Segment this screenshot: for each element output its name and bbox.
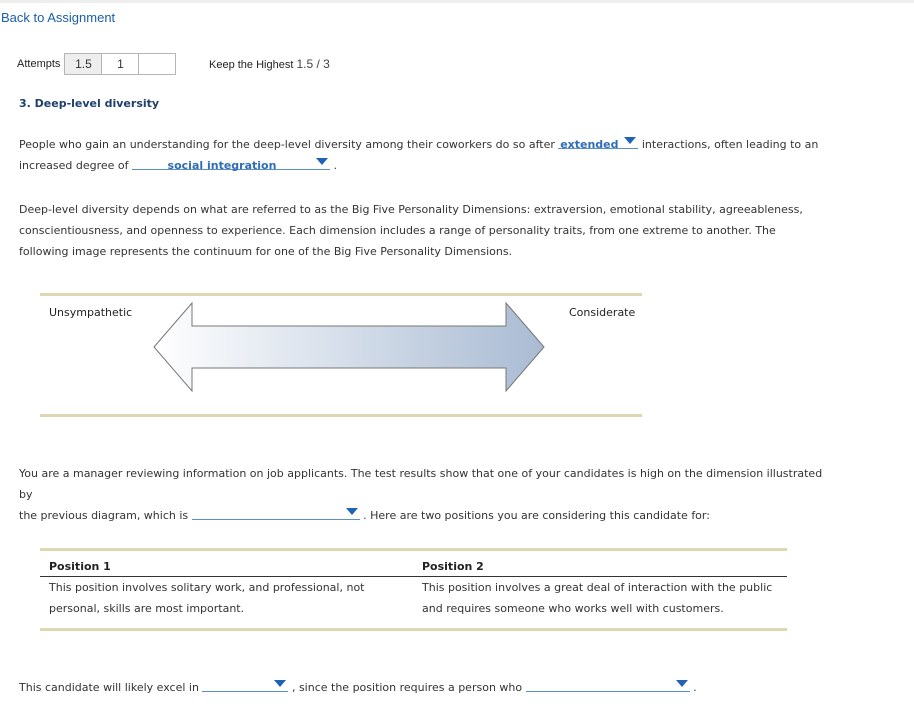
position-choice-dropdown[interactable]	[202, 677, 288, 692]
attempt-number-box: 1	[102, 53, 139, 75]
attempts-label: Attempts	[17, 58, 61, 70]
attempts-row	[17, 53, 176, 75]
interaction-type-dropdown[interactable]	[558, 134, 638, 149]
position-2-title: Position 2	[422, 560, 484, 573]
position-1-title: Position 1	[49, 560, 111, 573]
requirement-dropdown[interactable]	[526, 677, 690, 692]
question-title: 3. Deep-level diversity	[19, 97, 160, 110]
chevron-down-icon	[624, 137, 636, 144]
double-arrow-icon	[150, 300, 550, 396]
paragraph-2: Deep-level diversity depends on what are referred to as the Big Five Personality Dimensions: extraversion, emotional stability, agreeableness, conscientiousness, and openness to experience. Each dimension includes a range of personality traits, from one extreme to another. The following image represents the continuum for one of the Big Five Personality Dimensions.	[19, 203, 803, 258]
chevron-down-icon	[346, 508, 358, 515]
position-2-desc-line2: and requires someone who works well with customers.	[422, 602, 724, 615]
score-box: 1.5	[64, 53, 102, 75]
paragraph-1	[19, 134, 839, 176]
chevron-down-icon	[274, 680, 286, 687]
p3-text-a: You are a manager reviewing information on job applicants. The test results show that one of your candidates is high on the dimension illustrated by	[19, 467, 823, 501]
p3-text-b: the previous diagram, which is	[19, 509, 189, 522]
p1-end: .	[333, 159, 337, 172]
position-1-desc-line2: personal, skills are most important.	[49, 602, 245, 615]
p1-text-b: interactions, often leading to an	[641, 138, 819, 151]
keep-highest	[209, 57, 330, 71]
p4-text-b: , since the position requires a person who	[291, 681, 523, 694]
top-border	[0, 0, 914, 3]
chevron-down-icon	[316, 158, 328, 165]
p1-text-c: increased degree of	[19, 159, 129, 172]
paragraph-4	[19, 677, 839, 698]
position-2-description	[422, 577, 782, 619]
p4-text-a: This candidate will likely excel in	[19, 681, 199, 694]
continuum-right-label: Considerate	[569, 306, 636, 319]
paragraph-3	[19, 463, 839, 526]
p4-end: .	[693, 681, 697, 694]
chevron-down-icon	[676, 680, 688, 687]
position-2-desc-line1: This position involves a great deal of interaction with the public	[422, 581, 773, 594]
back-to-assignment-link[interactable]: Back to Assignment	[1, 10, 116, 25]
total-score: 1.5 / 3	[296, 57, 330, 71]
integration-dropdown[interactable]	[132, 155, 330, 170]
keep-label: Keep the Highest	[209, 59, 294, 71]
dropdown-value: extended	[560, 138, 619, 151]
position-1-description	[49, 577, 409, 619]
dropdown-value: social integration	[167, 159, 277, 172]
empty-attempt-box	[139, 53, 176, 75]
p3-text-c: . Here are two positions you are considering this candidate for:	[363, 509, 710, 522]
p1-text-a: People who gain an understanding for the deep-level diversity among their coworkers do so after	[19, 138, 555, 151]
dimension-dropdown[interactable]	[192, 505, 360, 520]
position-1-desc-line1: This position involves solitary work, and professional, not	[49, 581, 365, 594]
continuum-left-label: Unsympathetic	[49, 306, 133, 319]
